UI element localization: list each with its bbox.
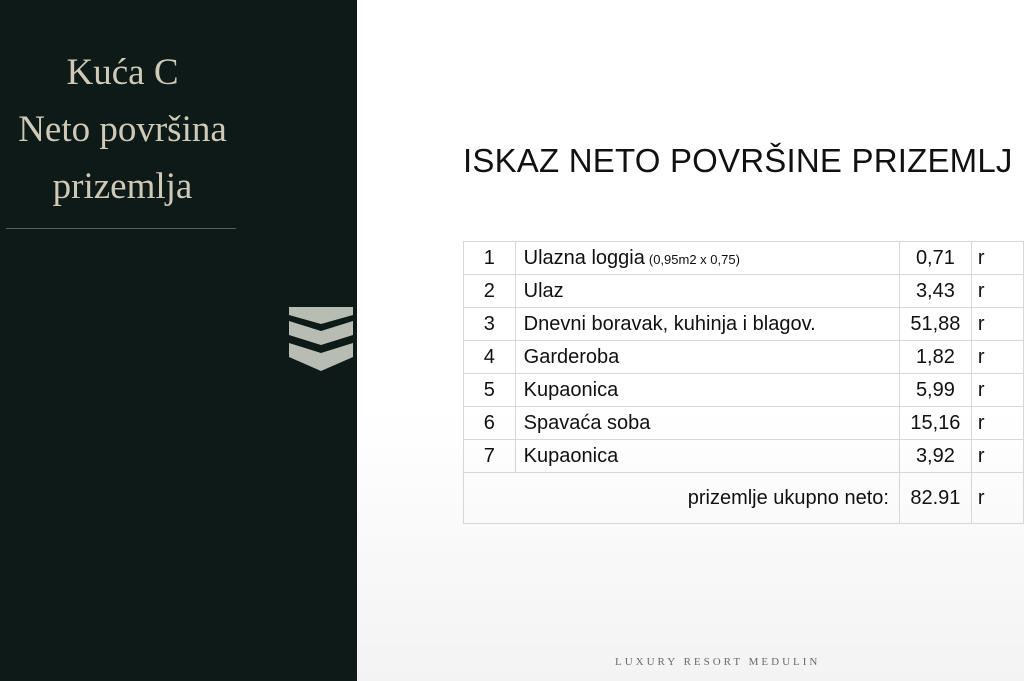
room-number: 6 [464,407,516,440]
total-value: 82.91 [899,473,971,524]
room-number: 2 [464,275,516,308]
footer-brand: LUXURY RESORT MEDULIN [615,656,821,668]
room-name-cell [515,440,899,473]
double-chevron-down-icon[interactable] [289,307,353,373]
room-unit: r [971,275,1023,308]
room-name-cell [515,407,899,440]
sidebar-panel [0,0,357,681]
room-name-cell [515,275,899,308]
total-row [464,473,1024,524]
room-unit: r [971,308,1023,341]
room-area: 51,88 [899,308,971,341]
room-area: 3,43 [899,275,971,308]
heading-divider [6,228,236,229]
document-panel [357,0,1024,681]
total-unit: r [971,473,1023,524]
room-name: Kupaonica [523,378,619,401]
room-area: 0,71 [899,242,971,275]
table-row [464,341,1024,374]
room-name: Dnevni boravak, kuhinja i blagov. [523,312,816,335]
room-note: (0,95m2 x 0,75) [648,251,740,267]
room-number: 1 [464,242,516,275]
heading-line-1: Kuća C [66,52,179,93]
table-row [464,308,1024,341]
area-table [463,241,1024,524]
table-row [464,407,1024,440]
room-name: Garderoba [523,345,620,368]
room-number: 3 [464,308,516,341]
room-unit: r [971,440,1023,473]
table-row [464,440,1024,473]
heading-line-2: Neto površina [18,109,227,150]
table-row [464,275,1024,308]
room-name-cell [515,341,899,374]
page-heading [0,44,305,215]
room-number: 7 [464,440,516,473]
table-row [464,242,1024,275]
room-unit: r [971,341,1023,374]
room-name: Spavaća soba [523,411,651,434]
room-area: 15,16 [899,407,971,440]
room-name-cell [515,374,899,407]
room-number: 5 [464,374,516,407]
room-area: 5,99 [899,374,971,407]
room-area: 1,82 [899,341,971,374]
room-name-cell [515,308,899,341]
room-unit: r [971,242,1023,275]
room-unit: r [971,374,1023,407]
room-name-cell [515,242,899,275]
room-name: Ulaz [523,279,564,302]
room-area: 3,92 [899,440,971,473]
room-name: Ulazna loggia [523,246,645,269]
total-label: prizemlje ukupno neto: [464,473,900,524]
room-number: 4 [464,341,516,374]
heading-line-3: prizemlja [52,166,193,207]
room-name: Kupaonica [523,444,619,467]
room-unit: r [971,407,1023,440]
document-title: ISKAZ NETO POVRŠINE PRIZEMLJ [463,142,1013,179]
table-row [464,374,1024,407]
